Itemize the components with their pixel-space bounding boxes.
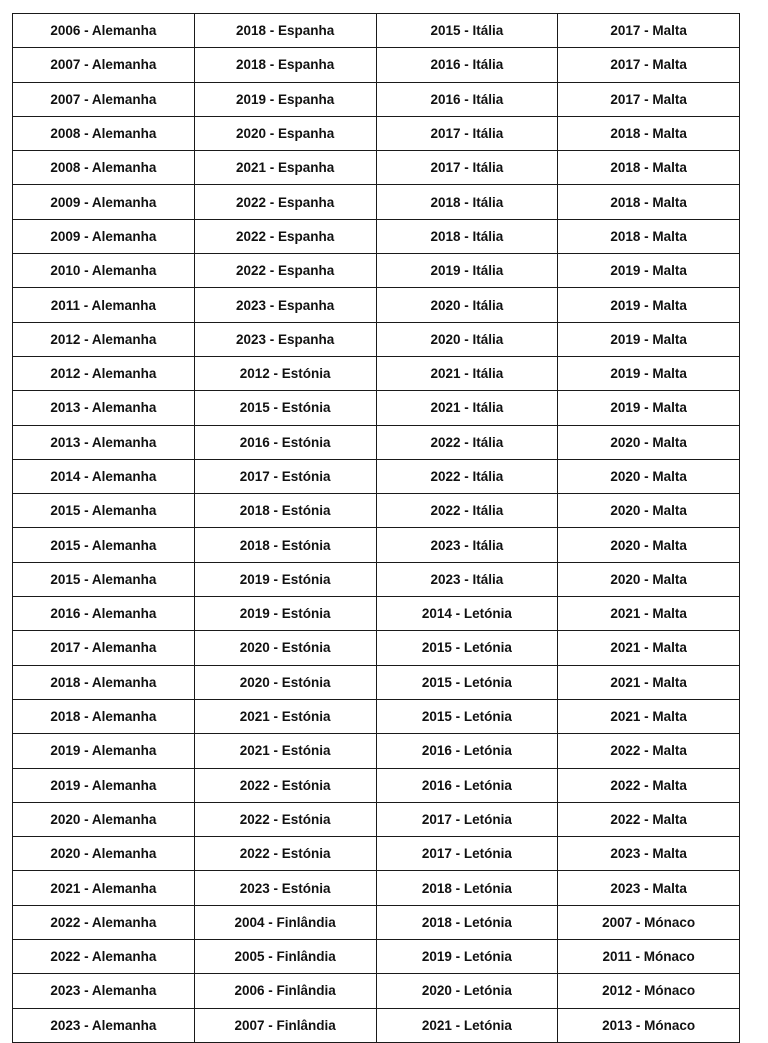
document-page (12, 13, 740, 1033)
table-cell: 2021 - Malta (558, 699, 740, 733)
table-cell: 2017 - Letónia (376, 837, 558, 871)
table-cell: 2020 - Malta (558, 425, 740, 459)
table-cell: 2018 - Letónia (376, 905, 558, 939)
table-row (13, 219, 740, 253)
table-row (13, 322, 740, 356)
table-cell: 2018 - Malta (558, 116, 740, 150)
table-cell: 2017 - Malta (558, 14, 740, 48)
table-row (13, 494, 740, 528)
table-cell: 2006 - Finlândia (194, 974, 376, 1008)
table-cell: 2015 - Alemanha (13, 494, 195, 528)
table-cell: 2018 - Itália (376, 219, 558, 253)
table-cell: 2023 - Espanha (194, 322, 376, 356)
table-row (13, 837, 740, 871)
coin-list-table (12, 13, 740, 1043)
table-cell: 2020 - Malta (558, 562, 740, 596)
table-cell: 2016 - Itália (376, 82, 558, 116)
table-cell: 2020 - Malta (558, 459, 740, 493)
table-cell: 2017 - Estónia (194, 459, 376, 493)
table-cell: 2017 - Letónia (376, 802, 558, 836)
table-cell: 2023 - Malta (558, 837, 740, 871)
table-cell: 2019 - Malta (558, 356, 740, 390)
table-cell: 2023 - Itália (376, 562, 558, 596)
table-cell: 2017 - Malta (558, 82, 740, 116)
table-cell: 2019 - Malta (558, 391, 740, 425)
table-cell: 2018 - Letónia (376, 871, 558, 905)
table-cell: 2017 - Itália (376, 116, 558, 150)
table-body (13, 14, 740, 1043)
table-cell: 2015 - Itália (376, 14, 558, 48)
table-cell: 2009 - Alemanha (13, 219, 195, 253)
table-row (13, 974, 740, 1008)
table-cell: 2007 - Finlândia (194, 1008, 376, 1042)
table-cell: 2013 - Mónaco (558, 1008, 740, 1042)
table-cell: 2020 - Alemanha (13, 802, 195, 836)
table-cell: 2020 - Estónia (194, 631, 376, 665)
table-row (13, 391, 740, 425)
table-cell: 2016 - Estónia (194, 425, 376, 459)
table-cell: 2004 - Finlândia (194, 905, 376, 939)
table-cell: 2008 - Alemanha (13, 116, 195, 150)
table-cell: 2022 - Malta (558, 768, 740, 802)
table-row (13, 597, 740, 631)
table-cell: 2005 - Finlândia (194, 940, 376, 974)
table-row (13, 185, 740, 219)
table-cell: 2021 - Estónia (194, 734, 376, 768)
table-cell: 2020 - Alemanha (13, 837, 195, 871)
table-cell: 2018 - Estónia (194, 528, 376, 562)
table-cell: 2019 - Estónia (194, 597, 376, 631)
table-cell: 2022 - Alemanha (13, 940, 195, 974)
table-cell: 2019 - Malta (558, 288, 740, 322)
table-cell: 2013 - Alemanha (13, 391, 195, 425)
table-cell: 2012 - Mónaco (558, 974, 740, 1008)
table-row (13, 1008, 740, 1042)
table-row (13, 802, 740, 836)
table-cell: 2021 - Espanha (194, 151, 376, 185)
table-cell: 2023 - Alemanha (13, 1008, 195, 1042)
table-cell: 2021 - Letónia (376, 1008, 558, 1042)
table-cell: 2018 - Alemanha (13, 665, 195, 699)
table-cell: 2021 - Estónia (194, 699, 376, 733)
table-cell: 2012 - Alemanha (13, 356, 195, 390)
table-cell: 2022 - Espanha (194, 254, 376, 288)
table-cell: 2018 - Espanha (194, 14, 376, 48)
table-cell: 2006 - Alemanha (13, 14, 195, 48)
table-cell: 2016 - Alemanha (13, 597, 195, 631)
table-row (13, 254, 740, 288)
table-cell: 2015 - Alemanha (13, 528, 195, 562)
table-row (13, 871, 740, 905)
table-cell: 2018 - Alemanha (13, 699, 195, 733)
table-cell: 2023 - Itália (376, 528, 558, 562)
table-cell: 2021 - Alemanha (13, 871, 195, 905)
table-cell: 2019 - Itália (376, 254, 558, 288)
table-row (13, 14, 740, 48)
table-cell: 2023 - Estónia (194, 871, 376, 905)
table-cell: 2018 - Estónia (194, 494, 376, 528)
table-cell: 2023 - Malta (558, 871, 740, 905)
table-cell: 2018 - Espanha (194, 48, 376, 82)
table-cell: 2018 - Malta (558, 219, 740, 253)
table-row (13, 425, 740, 459)
table-row (13, 459, 740, 493)
table-cell: 2018 - Malta (558, 151, 740, 185)
table-cell: 2018 - Itália (376, 185, 558, 219)
table-cell: 2020 - Estónia (194, 665, 376, 699)
table-cell: 2022 - Estónia (194, 768, 376, 802)
table-cell: 2012 - Alemanha (13, 322, 195, 356)
table-cell: 2007 - Alemanha (13, 48, 195, 82)
table-row (13, 699, 740, 733)
table-cell: 2019 - Letónia (376, 940, 558, 974)
table-cell: 2013 - Alemanha (13, 425, 195, 459)
table-cell: 2022 - Itália (376, 494, 558, 528)
table-cell: 2011 - Alemanha (13, 288, 195, 322)
table-cell: 2012 - Estónia (194, 356, 376, 390)
table-row (13, 940, 740, 974)
table-row (13, 905, 740, 939)
table-cell: 2023 - Alemanha (13, 974, 195, 1008)
table-row (13, 151, 740, 185)
table-cell: 2022 - Estónia (194, 837, 376, 871)
table-cell: 2019 - Malta (558, 322, 740, 356)
table-cell: 2019 - Estónia (194, 562, 376, 596)
table-cell: 2018 - Malta (558, 185, 740, 219)
table-cell: 2022 - Espanha (194, 219, 376, 253)
table-cell: 2007 - Alemanha (13, 82, 195, 116)
table-row (13, 528, 740, 562)
table-row (13, 288, 740, 322)
table-cell: 2019 - Alemanha (13, 768, 195, 802)
table-cell: 2017 - Itália (376, 151, 558, 185)
table-row (13, 48, 740, 82)
table-cell: 2015 - Letónia (376, 699, 558, 733)
table-cell: 2022 - Malta (558, 802, 740, 836)
table-cell: 2014 - Letónia (376, 597, 558, 631)
table-cell: 2020 - Malta (558, 494, 740, 528)
table-cell: 2021 - Malta (558, 665, 740, 699)
table-row (13, 768, 740, 802)
table-row (13, 665, 740, 699)
table-cell: 2022 - Itália (376, 459, 558, 493)
table-cell: 2022 - Alemanha (13, 905, 195, 939)
table-cell: 2009 - Alemanha (13, 185, 195, 219)
table-cell: 2023 - Espanha (194, 288, 376, 322)
table-cell: 2017 - Alemanha (13, 631, 195, 665)
table-row (13, 356, 740, 390)
table-cell: 2016 - Letónia (376, 768, 558, 802)
table-cell: 2022 - Espanha (194, 185, 376, 219)
table-row (13, 631, 740, 665)
table-cell: 2021 - Malta (558, 631, 740, 665)
table-cell: 2016 - Itália (376, 48, 558, 82)
table-cell: 2008 - Alemanha (13, 151, 195, 185)
table-cell: 2020 - Letónia (376, 974, 558, 1008)
table-row (13, 116, 740, 150)
table-cell: 2020 - Malta (558, 528, 740, 562)
table-cell: 2019 - Espanha (194, 82, 376, 116)
table-cell: 2022 - Itália (376, 425, 558, 459)
table-cell: 2021 - Itália (376, 356, 558, 390)
table-cell: 2007 - Mónaco (558, 905, 740, 939)
table-cell: 2021 - Malta (558, 597, 740, 631)
table-cell: 2011 - Mónaco (558, 940, 740, 974)
table-cell: 2010 - Alemanha (13, 254, 195, 288)
table-cell: 2016 - Letónia (376, 734, 558, 768)
table-cell: 2014 - Alemanha (13, 459, 195, 493)
table-cell: 2020 - Itália (376, 322, 558, 356)
table-cell: 2022 - Estónia (194, 802, 376, 836)
table-cell: 2022 - Malta (558, 734, 740, 768)
table-row (13, 82, 740, 116)
table-cell: 2015 - Letónia (376, 665, 558, 699)
table-row (13, 562, 740, 596)
table-cell: 2020 - Espanha (194, 116, 376, 150)
table-cell: 2015 - Estónia (194, 391, 376, 425)
table-cell: 2019 - Malta (558, 254, 740, 288)
table-cell: 2017 - Malta (558, 48, 740, 82)
table-cell: 2015 - Alemanha (13, 562, 195, 596)
table-cell: 2019 - Alemanha (13, 734, 195, 768)
table-cell: 2021 - Itália (376, 391, 558, 425)
table-cell: 2015 - Letónia (376, 631, 558, 665)
table-row (13, 734, 740, 768)
table-cell: 2020 - Itália (376, 288, 558, 322)
